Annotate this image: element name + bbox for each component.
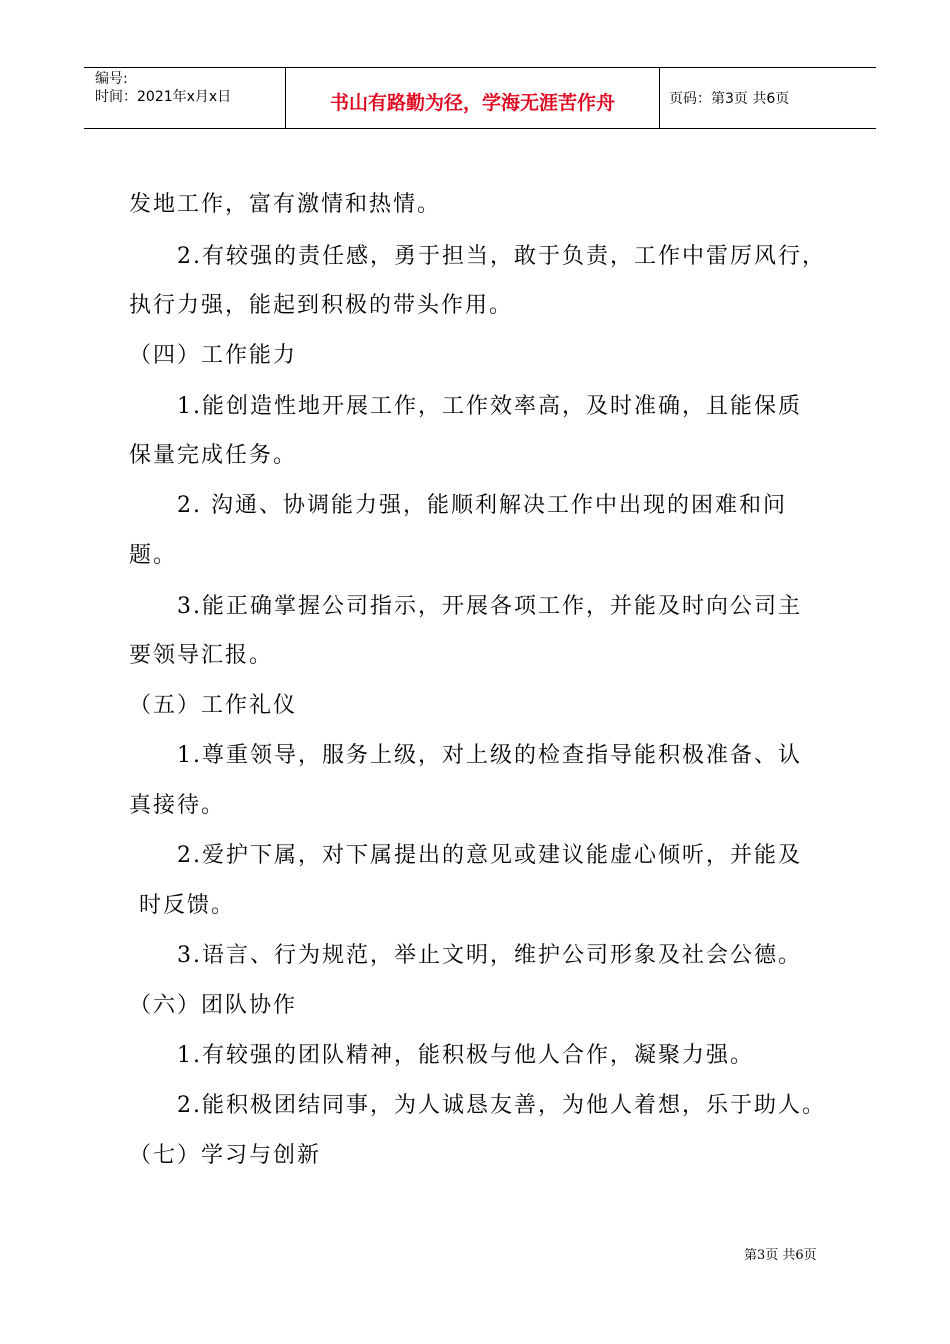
header-info-cell [84, 68, 286, 128]
body-line: 执行力强，能起到积极的带头作用。 [129, 293, 514, 318]
body-line: 真接待。 [129, 793, 226, 818]
section-heading: （六）团队协作 [129, 993, 298, 1018]
body-line: 3.语言、行为规范，举止文明，维护公司形象及社会公德。 [177, 943, 802, 968]
body-line: 1.尊重领导，服务上级，对上级的检查指导能积极准备、认 [177, 743, 802, 768]
body-line: 2.爱护下属，对下属提出的意见或建议能虚心倾听，并能及 [177, 843, 802, 868]
header-motto-cell [286, 68, 660, 128]
header-motto: 书山有路勤为径，学海无涯苦作舟 [329, 92, 615, 114]
body-line: 2.能积极团结同事，为人诚恳友善，为他人着想，乐于助人。 [177, 1093, 826, 1118]
body-line: 发地工作，富有激情和热情。 [129, 192, 442, 217]
document-number-label: 编号: [95, 71, 128, 87]
body-line: 1.有较强的团队精神，能积极与他人合作，凝聚力强。 [177, 1043, 754, 1068]
section-heading: （五）工作礼仪 [129, 693, 298, 718]
body-line: 保量完成任务。 [129, 443, 298, 468]
section-heading: （四）工作能力 [129, 343, 298, 368]
footer-page-number: 第3页 共6页 [744, 1248, 817, 1263]
header-page-number: 页码：第3页 共6页 [669, 91, 790, 107]
page-header [84, 67, 876, 129]
body-line: 题。 [129, 543, 178, 568]
body-line: 3.能正确掌握公司指示，开展各项工作，并能及时向公司主 [177, 594, 802, 619]
body-line: 时反馈。 [139, 893, 236, 918]
section-heading: （七）学习与创新 [129, 1143, 322, 1168]
body-line: 1.能创造性地开展工作，工作效率高，及时准确，且能保质 [177, 394, 802, 419]
body-line: 2. 沟通、协调能力强，能顺利解决工作中出现的困难和问 [177, 493, 787, 518]
body-line: 2.有较强的责任感，勇于担当，敢于负责，工作中雷厉风行， [177, 244, 826, 269]
header-page-cell [660, 68, 876, 128]
document-time-label: 时间：2021年x月x日 [95, 89, 232, 105]
body-line: 要领导汇报。 [129, 643, 274, 668]
